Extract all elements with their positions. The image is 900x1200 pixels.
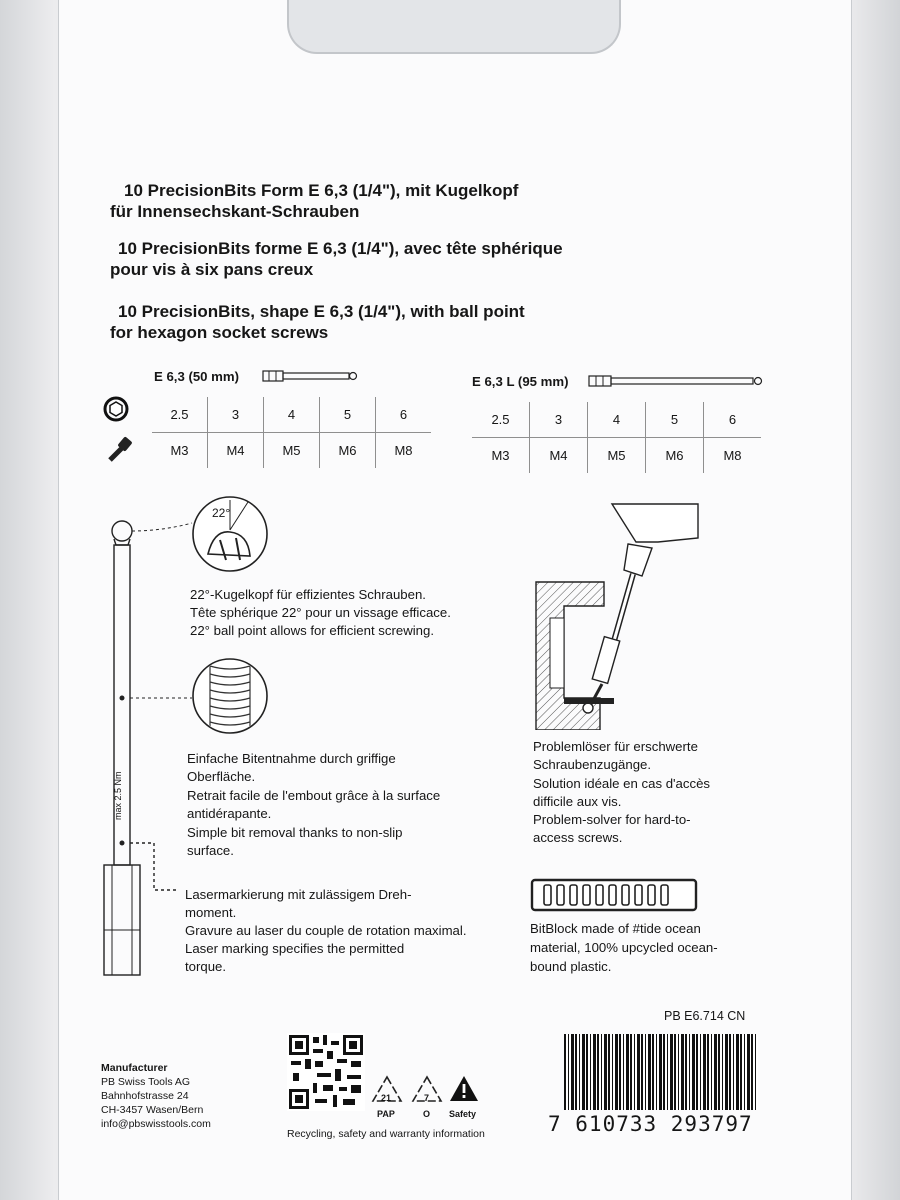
table-long [472,402,761,473]
short-bit-icon [262,368,362,384]
heading-de-1: 10 PrecisionBits Form E 6,3 (1/4"), mit Kugelkopf [124,181,519,200]
bitblock-1: BitBlock made of #tide ocean [530,921,701,936]
laser-2: moment. [185,905,237,920]
laser-3: Gravure au laser du couple de rotation maximal. [185,923,467,938]
cell-screw: M4 [208,433,264,469]
removal-1: Einfache Bitentnahme durch griffige [187,751,396,766]
manufacturer-line4: info@pbswisstools.com [101,1118,211,1130]
bitblock-icon [530,876,700,914]
laser-5: torque. [185,959,227,974]
removal-6: surface. [187,843,234,858]
tight-access-illustration [530,498,710,730]
long-bit-icon [588,373,768,389]
o-number: 7 [424,1093,430,1103]
laser-4: Laser marking specifies the permitted [185,941,405,956]
cell-screw: M4 [530,438,588,474]
problem-4: difficile aux vis. [533,794,622,809]
table-short [152,397,431,468]
cell-size: 6 [704,402,762,438]
cell-screw: M5 [588,438,646,474]
qr-code [287,1033,365,1111]
cell-screw: M3 [152,433,208,469]
cell-size: 2.5 [472,402,530,438]
problem-3: Solution idéale en cas d'accès [533,776,711,791]
cell-size: 4 [588,402,646,438]
cell-screw: M6 [320,433,376,469]
ballpoint-fr: Tête sphérique 22° pour un vissage efficace. [190,605,451,620]
ballpoint-en: 22° ball point allows for efficient screwing. [190,623,434,638]
manufacturer-title: Manufacturer [101,1062,168,1074]
cell-size: 5 [646,402,704,438]
heading-en-2: for hexagon socket screws [110,323,329,342]
pap-number: 21 [381,1093,392,1103]
bitblock-2: material, 100% upcycled ocean- [530,940,718,955]
manufacturer-line1: PB Swiss Tools AG [101,1076,191,1088]
screw-icon [104,436,134,464]
hex-socket-icon [103,396,129,422]
problem-1: Problemlöser für erschwerte [533,739,698,754]
problem-6: access screws. [533,830,623,845]
cell-size: 6 [376,397,432,433]
barcode-number: 7 610733 293797 [548,1112,753,1136]
ballpoint-de: 22°-Kugelkopf für effizientes Schrauben. [190,587,426,602]
safety-label: Safety [449,1109,477,1119]
angle-label: 22° [212,506,231,520]
hang-hole [287,0,621,54]
cell-screw: M6 [646,438,704,474]
torque-mark: max 2.5 Nm [113,771,123,820]
removal-3: Retrait facile de l'embout grâce à la surface [187,788,441,803]
cell-size: 5 [320,397,376,433]
cell-screw: M3 [472,438,530,474]
cell-screw: M5 [264,433,320,469]
cell-size: 2.5 [152,397,208,433]
cell-size: 3 [208,397,264,433]
cell-screw: M8 [376,433,432,469]
heading-fr-1: 10 PrecisionBits forme E 6,3 (1/4"), avec tête sphérique [118,239,563,258]
bitblock-3: bound plastic. [530,959,612,974]
manufacturer-line2: Bahnhofstrasse 24 [101,1090,189,1102]
removal-2: Oberfläche. [187,769,256,784]
problem-2: Schraubenzugänge. [533,757,652,772]
heading-en-1: 10 PrecisionBits, shape E 6,3 (1/4"), with ball point [118,302,525,321]
manufacturer-line3: CH-3457 Wasen/Bern [101,1104,204,1116]
problem-5: Problem-solver for hard-to- [533,812,691,827]
cell-screw: M8 [704,438,762,474]
heading-de-2: für Innensechskant-Schrauben [110,202,360,221]
grip-surface-icon [190,656,270,736]
safety-warning-icon [448,1074,480,1104]
heading-fr-2: pour vis à six pans creux [110,260,314,279]
cell-size: 3 [530,402,588,438]
pap-label: PAP [377,1109,395,1119]
cell-size: 4 [264,397,320,433]
product-code: PB E6.714 CN [664,1009,746,1023]
laser-1: Lasermarkierung mit zulässigem Dreh- [185,887,412,902]
table-short-label: E 6,3 (50 mm) [154,369,240,384]
table-long-label: E 6,3 L (95 mm) [472,374,569,389]
o-label: O [423,1109,431,1119]
recycling-caption: Recycling, safety and warranty information [287,1128,485,1140]
removal-4: antidérapante. [187,806,272,821]
removal-5: Simple bit removal thanks to non-slip [187,825,403,840]
